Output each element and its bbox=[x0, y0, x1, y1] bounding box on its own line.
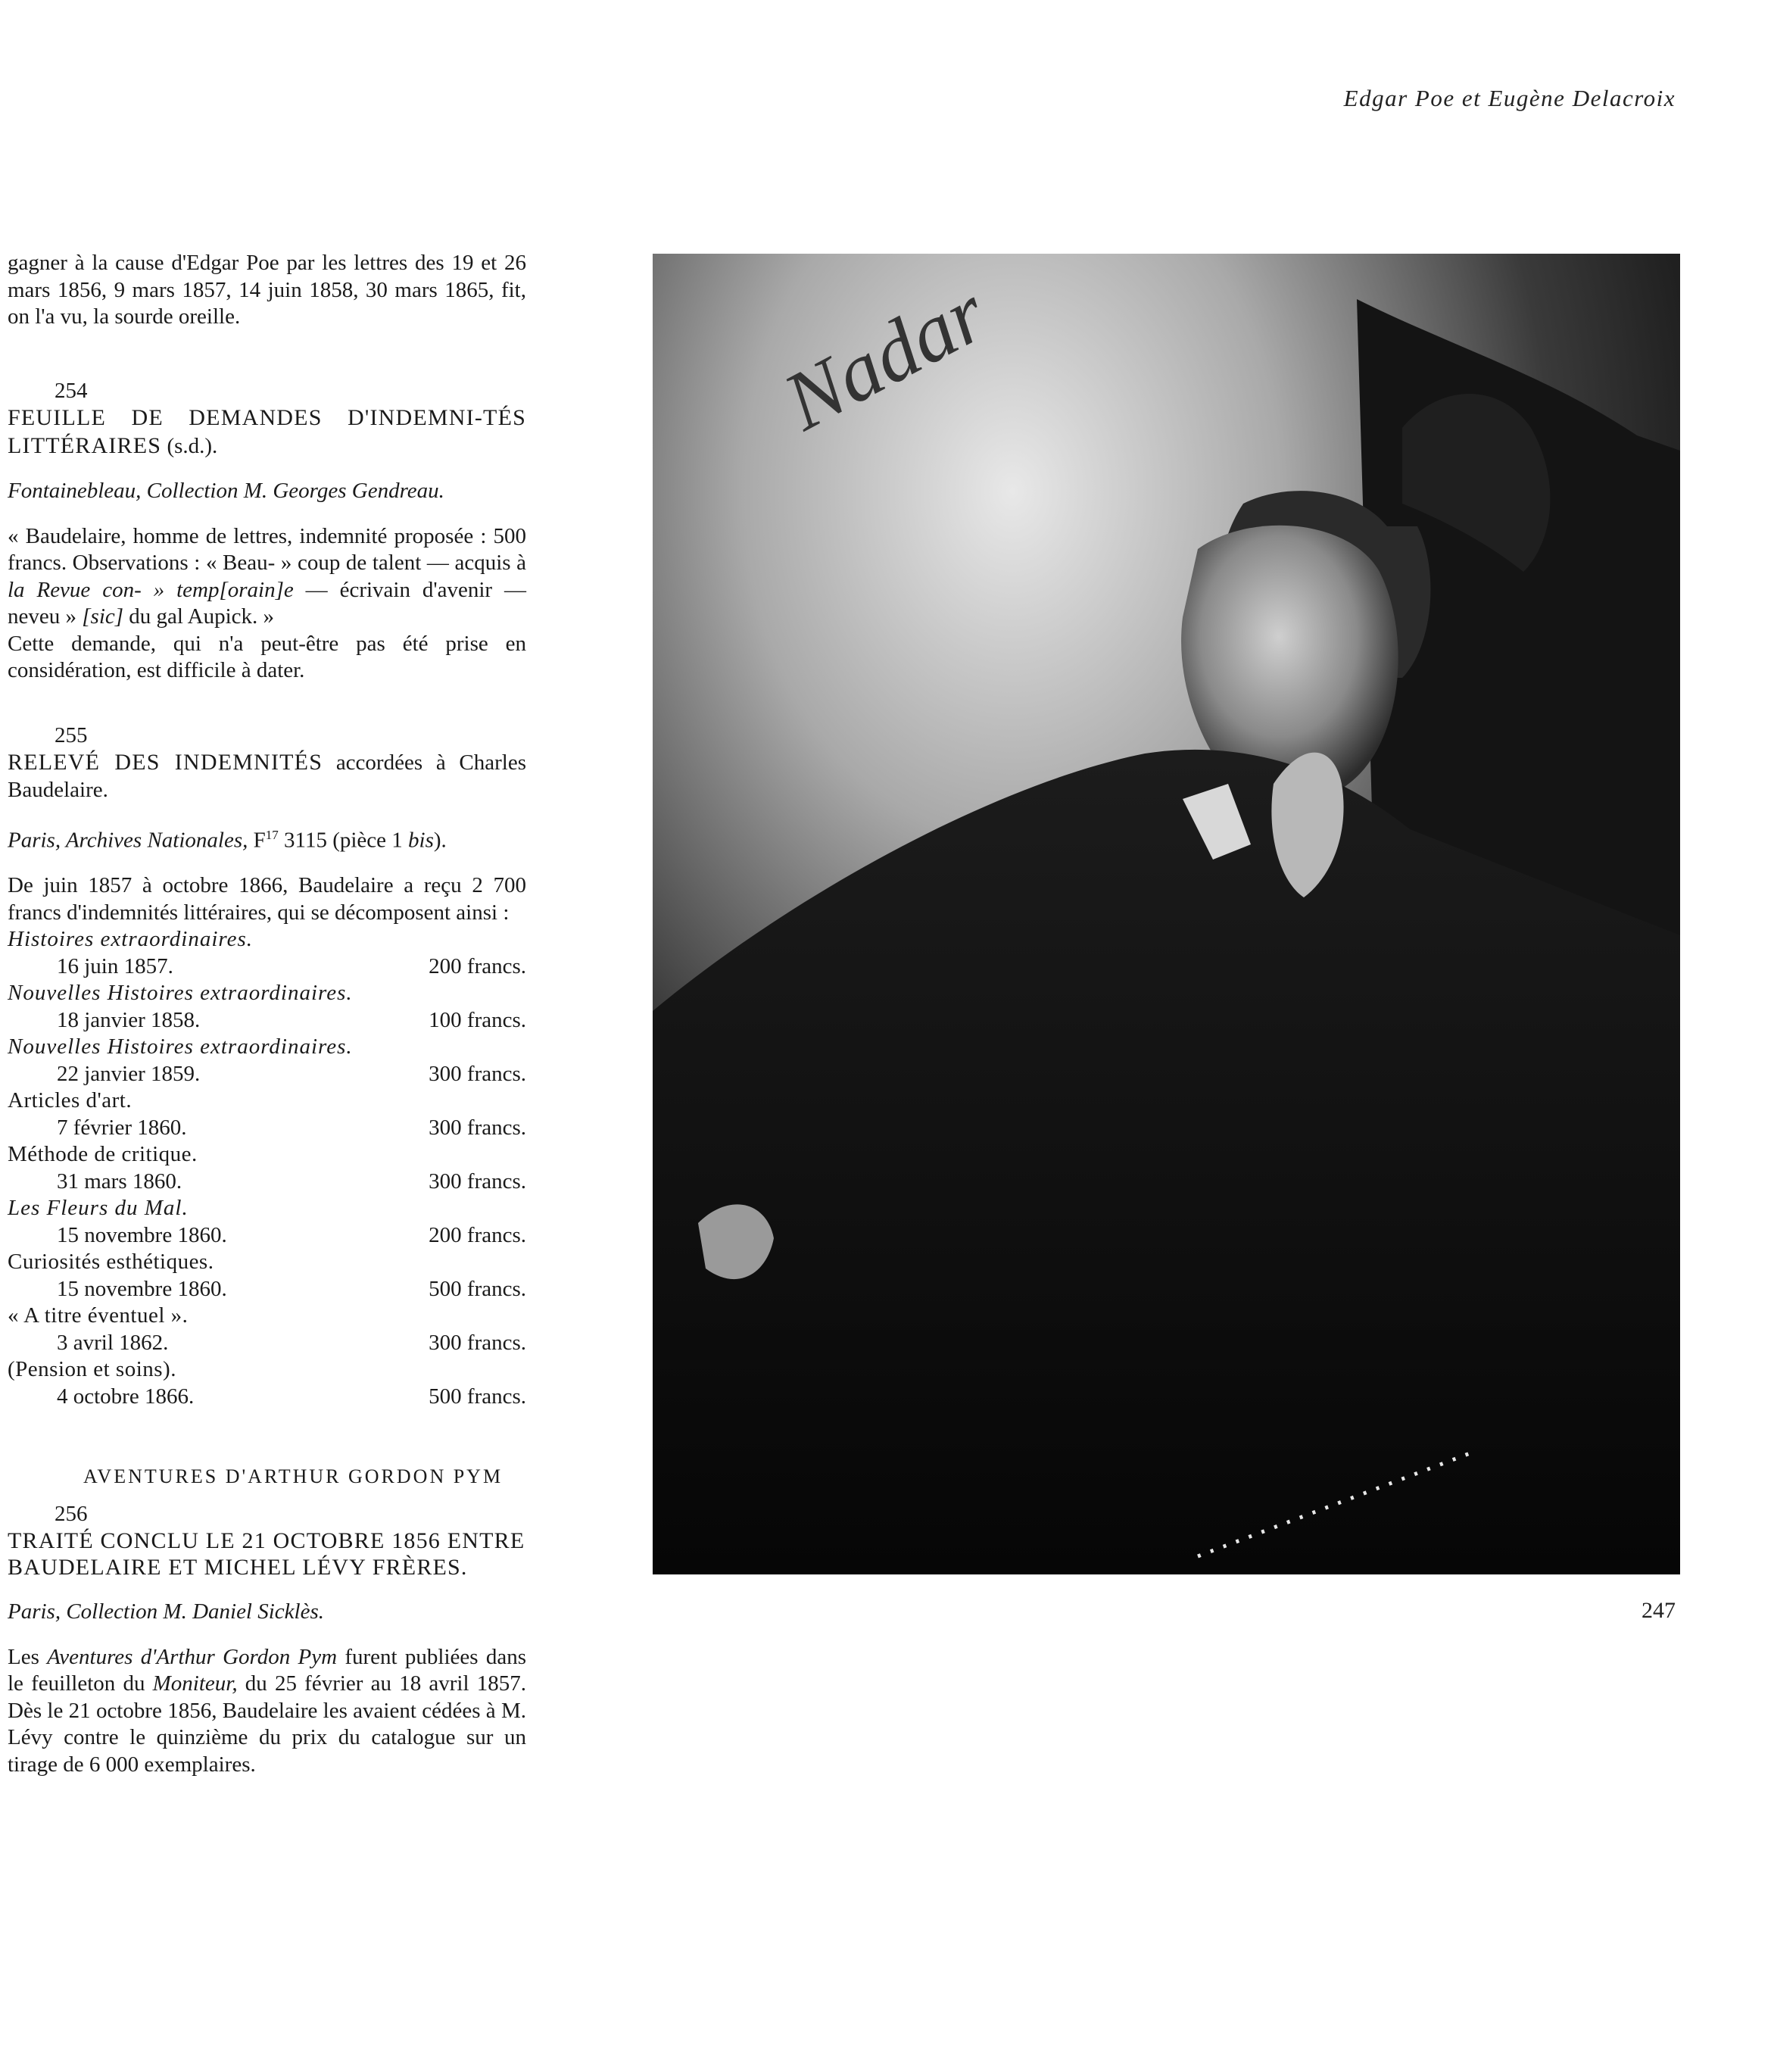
indemnity-book: (Pension et soins). bbox=[8, 1357, 176, 1382]
entry-source: Paris, Archives Nationales, $F^{17}$ 3115 (pièce 1 bis). bbox=[8, 828, 447, 853]
indemnity-date: 15 novembre 1860. bbox=[57, 1276, 227, 1301]
indemnity-date: 31 mars 1860. bbox=[57, 1169, 182, 1194]
indemnity-book: Histoires extraordinaires. bbox=[8, 927, 254, 952]
indemnity-row bbox=[8, 1330, 526, 1357]
entry-number: 256 bbox=[55, 1501, 88, 1526]
entry-source: Paris, Collection M. Daniel Sicklès. bbox=[8, 1599, 325, 1624]
indemnity-amount: 300 francs. bbox=[429, 1330, 526, 1355]
intro-paragraph: gagner à la cause d'Edgar Poe par les lettres des 19 et 26 mars 1856, 9 mars 1857, 14 juin 1858, 30 mars 1865, fit, on l'a vu, la sourde oreille. bbox=[8, 251, 526, 329]
indemnity-row bbox=[8, 1115, 526, 1142]
entry-254 bbox=[8, 378, 526, 685]
entry-255 bbox=[8, 722, 526, 1411]
indemnity-date: 4 octobre 1866. bbox=[57, 1384, 195, 1409]
indemnity-book: Nouvelles Histoires extraordinaires. bbox=[8, 981, 353, 1006]
entry-text: De juin 1857 à octobre 1866, Baudelaire a reçu 2 700 francs d'indemnités littéraires, qui se décomposent ainsi : bbox=[8, 873, 526, 925]
entry-256 bbox=[8, 1501, 526, 1779]
indemnity-book: « A titre éventuel ». bbox=[8, 1303, 189, 1328]
running-title: Edgar Poe et Eugène Delacroix bbox=[1343, 85, 1676, 111]
indemnity-book: Nouvelles Histoires extraordinaires. bbox=[8, 1034, 353, 1059]
indemnity-date: 7 février 1860. bbox=[57, 1115, 187, 1140]
entry-text: Les Aventures d'Arthur Gordon Pym furent publiées dans le feuilleton du Moniteur, du 25 février au 18 avril 1857. Dès le 21 octobre 1856, Baudelaire les avaient cédées à M. Lévy contre le quinzième du prix du catalogue sur un tirage de 6 000 exemplaires. bbox=[8, 1644, 527, 1777]
indemnity-row bbox=[8, 1169, 526, 1196]
indemnity-row bbox=[8, 1007, 526, 1034]
indemnity-book: Curiosités esthétiques. bbox=[8, 1250, 214, 1275]
entry-quote: « Baudelaire, homme de lettres, indemnité proposée : 500 francs. Observations : « Beau- » coup de talent — acquis à la Revue con- » temp[orain]e — écrivain d'avenir — neveu » [sic] du gal Aupick. » bbox=[8, 523, 526, 629]
portrait-photograph bbox=[653, 254, 1680, 1574]
indemnity-book: Méthode de critique. bbox=[8, 1142, 198, 1167]
indemnity-row bbox=[8, 1061, 526, 1088]
text-column bbox=[8, 250, 526, 1778]
indemnity-amount: 200 francs. bbox=[429, 953, 526, 978]
entry-note: Cette demande, qui n'a peut-être pas été prise en considération, est difficile à dater. bbox=[8, 631, 526, 682]
indemnity-table bbox=[8, 926, 526, 1410]
indemnity-date: 18 janvier 1858. bbox=[57, 1007, 201, 1032]
indemnity-row bbox=[8, 1222, 526, 1250]
entry-number: 255 bbox=[55, 722, 88, 747]
indemnity-date: 22 janvier 1859. bbox=[57, 1061, 201, 1086]
indemnity-book: Les Fleurs du Mal. bbox=[8, 1196, 189, 1221]
entry-title: FEUILLE DE DEMANDES D'INDEMNI-TÉS LITTÉRAIRES (s.d.). bbox=[8, 405, 526, 458]
entry-number: 254 bbox=[55, 378, 88, 403]
entry-source: Fontainebleau, Collection M. Georges Gendreau. bbox=[8, 479, 444, 503]
indemnity-row bbox=[8, 953, 526, 981]
page-number: 247 bbox=[1641, 1598, 1676, 1623]
indemnity-date: 15 novembre 1860. bbox=[57, 1222, 227, 1247]
indemnity-amount: 500 francs. bbox=[429, 1384, 526, 1409]
indemnity-amount: 300 francs. bbox=[429, 1169, 526, 1194]
section-heading: AVENTURES D'ARTHUR GORDON PYM bbox=[83, 1465, 504, 1488]
indemnity-amount: 300 francs. bbox=[429, 1115, 526, 1140]
indemnity-amount: 300 francs. bbox=[429, 1061, 526, 1086]
indemnity-date: 16 juin 1857. bbox=[57, 953, 173, 978]
indemnity-row bbox=[8, 1384, 526, 1411]
indemnity-row bbox=[8, 1276, 526, 1303]
indemnity-amount: 500 francs. bbox=[429, 1276, 526, 1301]
indemnity-amount: 100 francs. bbox=[429, 1007, 526, 1032]
indemnity-amount: 200 francs. bbox=[429, 1222, 526, 1247]
indemnity-book: Articles d'art. bbox=[8, 1088, 133, 1113]
indemnity-date: 3 avril 1862. bbox=[57, 1330, 169, 1355]
signature: Nadar bbox=[769, 266, 1001, 448]
portrait-image bbox=[653, 254, 1680, 1574]
entry-title: TRAITÉ CONCLU LE 21 OCTOBRE 1856 ENTRE BAUDELAIRE ET MICHEL LÉVY FRÈRES. bbox=[8, 1528, 525, 1581]
entry-title: RELEVÉ DES INDEMNITÉS accordées à Charles Baudelaire. bbox=[8, 750, 526, 802]
